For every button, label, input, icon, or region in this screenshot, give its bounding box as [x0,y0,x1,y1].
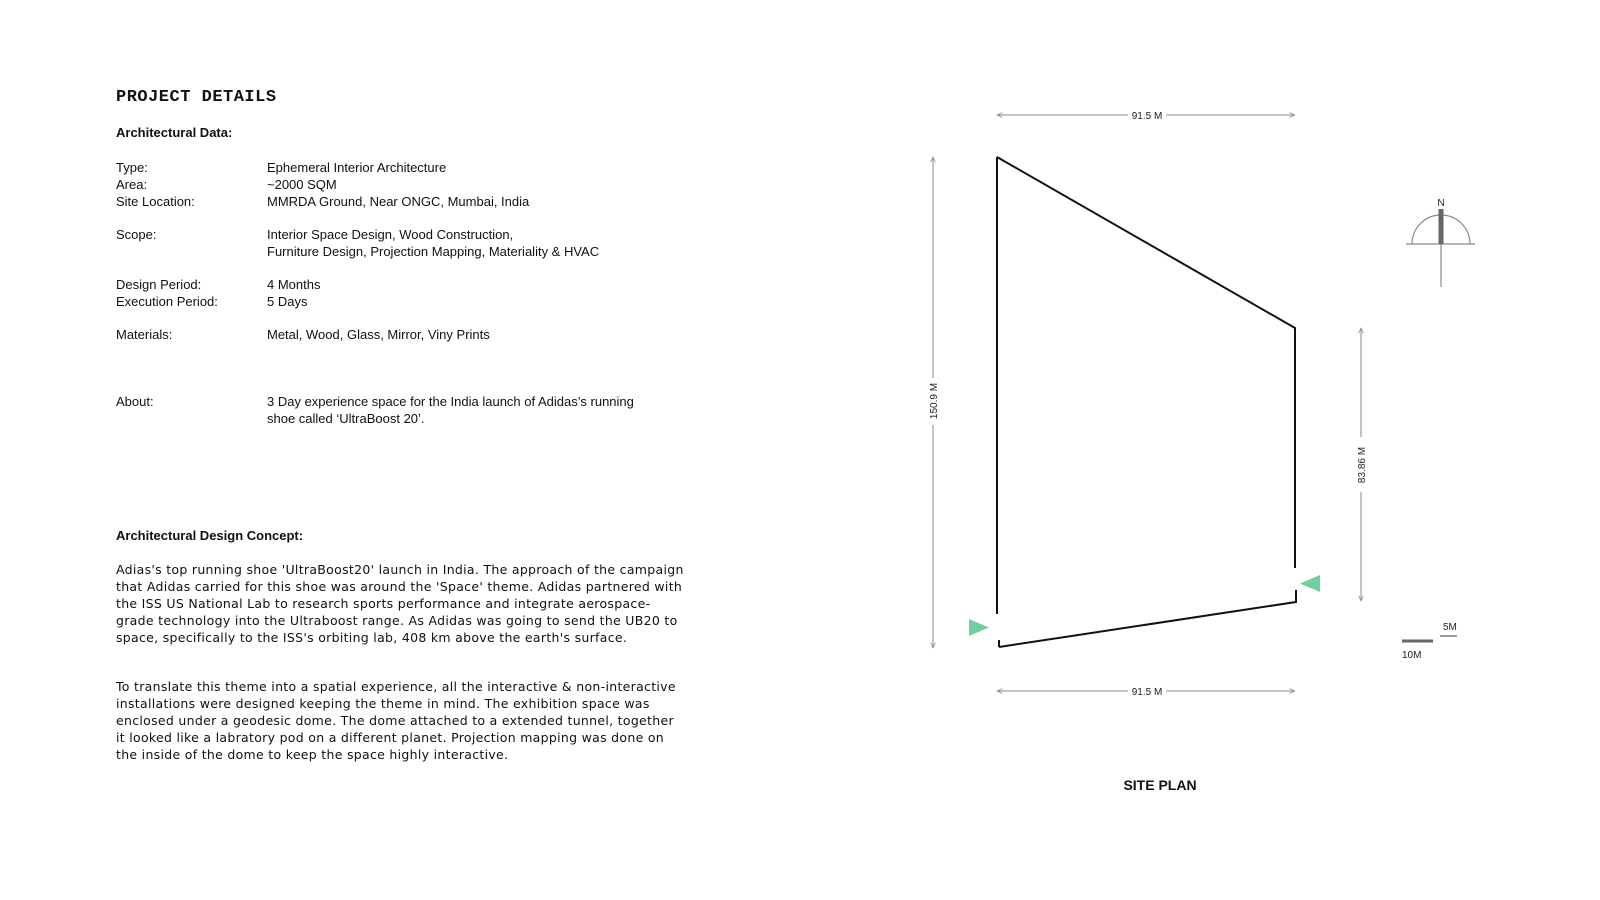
entry-arrow-left [969,619,989,636]
north-compass-icon [1406,209,1475,287]
site-plan-caption: SITE PLAN [1123,777,1197,793]
site-location-label: Site Location: [116,194,195,209]
about-value-line1: 3 Day experience space for the India launch of Adidas’s running [267,394,634,409]
design-period-label: Design Period: [116,277,202,292]
scope-label: Scope: [116,227,157,242]
dimension-right-label: 83.86 M [1357,446,1368,484]
page-title: PROJECT DETAILS [116,88,277,107]
architectural-data-heading: Architectural Data: [116,125,233,140]
scope-value-line2: Furniture Design, Projection Mapping, Materiality & HVAC [267,244,600,259]
scope-value-line1: Interior Space Design, Wood Construction, [267,227,514,242]
entry-arrow-right [1300,575,1320,592]
site-location-value: MMRDA Ground, Near ONGC, Mumbai, India [267,194,530,209]
design-concept-heading: Architectural Design Concept: [116,528,304,543]
execution-period-label: Execution Period: [116,294,218,309]
north-label: N [1437,198,1445,209]
dimension-top-label: 91.5 M [1131,111,1163,122]
dimension-bottom-label: 91.5 M [1131,687,1163,698]
about-value-line2: shoe called ‘UltraBoost 20’. [267,411,425,426]
type-label: Type: [116,160,148,175]
design-period-value: 4 Months [267,277,321,292]
design-concept-paragraph-2: To translate this theme into a spatial experience, all the interactive & non-interactive installations were designed keeping the theme in mind. The exhibition space was enclosed under a geodesic dome. The dome attached to a extended tunnel, together it looked like a labratory pod on a different planet. Projection mapping was done on the inside of the dome to keep the space highly interactive. [116,679,676,762]
type-value: Ephemeral Interior Architecture [267,160,447,175]
area-value: ~2000 SQM [267,177,337,192]
materials-label: Materials: [116,327,173,342]
execution-period-value: 5 Days [267,294,308,309]
scale-label-5m: 5M [1443,622,1457,633]
about-label: About: [116,394,154,409]
site-outline-main [997,157,1295,568]
dimension-left-label: 150.9 M [929,382,940,420]
site-outline-bottom [999,590,1296,647]
design-concept-paragraph-1: Adias's top running shoe 'UltraBoost20' launch in India. The approach of the campaign that Adidas carried for this shoe was around the 'Space' theme. Adidas partnered with the ISS US National Lab to research sports performance and integrate aerospace-grade technology into the Ultraboost range. As Adidas was going to send the UB20 to space, specifically to the ISS's orbiting lab, 408 km above the earth's surface. [116,562,684,645]
materials-value: Metal, Wood, Glass, Mirror, Viny Prints [267,327,490,342]
scale-bar [1402,636,1457,641]
area-label: Area: [116,177,148,192]
scale-label-10m: 10M [1402,650,1422,661]
